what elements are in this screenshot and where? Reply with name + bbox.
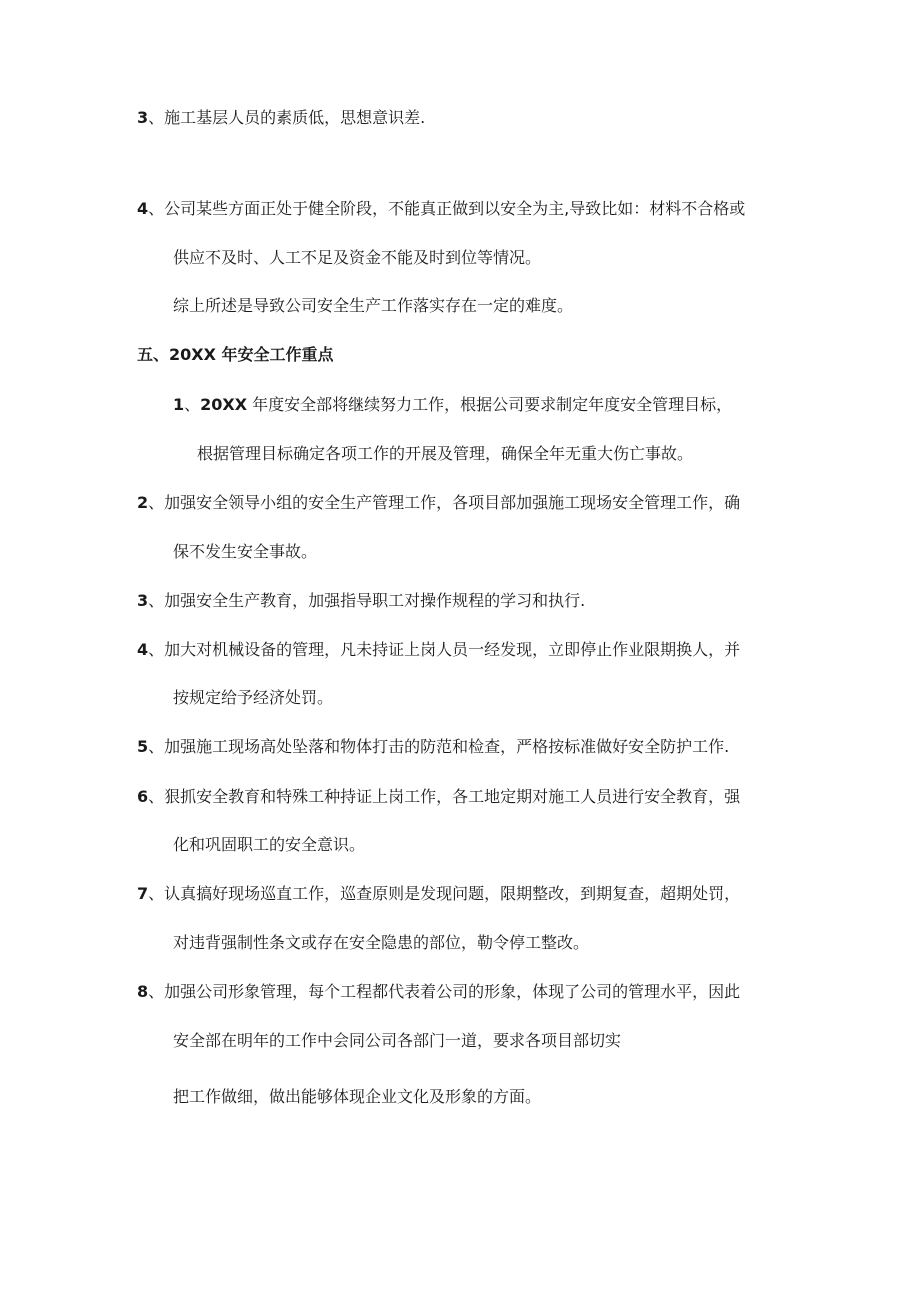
list-item <box>137 493 740 513</box>
year-label: 20XX <box>200 395 248 414</box>
summary-paragraph: 综上所述是导致公司安全生产工作落实存在一定的难度。 <box>173 296 574 315</box>
item-text: 加强安全生产教育，加强指导职工对操作规程的学习和执行. <box>164 591 586 610</box>
list-item <box>137 884 740 904</box>
list-item <box>137 108 425 128</box>
item-text: 狠抓安全教育和特殊工种持证上岗工作，各工地定期对施工人员进行安全教育，强 <box>164 787 741 806</box>
item-number: 3 <box>137 108 149 127</box>
item-text: 加强安全领导小组的安全生产管理工作，各项目部加强施工现场安全管理工作，确 <box>164 493 741 512</box>
item-continuation: 把工作做细，做出能够体现企业文化及形象的方面。 <box>173 1087 542 1106</box>
item-number: 8 <box>137 982 149 1001</box>
item-text: 加大对机械设备的管理，凡未持证上岗人员一经发现，立即停止作业限期换人，并 <box>164 640 741 659</box>
item-text: 公司某些方面正处于健全阶段，不能真正做到以安全为主,导致比如：材料不合格或 <box>164 199 746 218</box>
item-separator: 、 <box>184 395 201 414</box>
item-number: 1 <box>173 395 185 414</box>
item-text: 加强施工现场高处坠落和物体打击的防范和检查，严格按标准做好安全防护工作. <box>164 737 730 756</box>
item-separator: 、 <box>148 591 165 610</box>
item-text: 年度安全部将继续努力工作，根据公司要求制定年度安全管理目标， <box>247 395 733 414</box>
item-continuation: 供应不及时、人工不足及资金不能及时到位等情况。 <box>173 248 542 267</box>
list-item <box>137 591 585 611</box>
item-number: 4 <box>137 199 149 218</box>
item-separator: 、 <box>148 982 165 1001</box>
item-number: 4 <box>137 640 149 659</box>
list-item <box>137 982 740 1002</box>
item-continuation: 根据管理目标确定各项工作的开展及管理，确保全年无重大伤亡事故。 <box>197 444 694 463</box>
list-item <box>173 395 732 415</box>
list-item <box>137 787 740 807</box>
item-text: 加强公司形象管理，每个工程都代表着公司的形象，体现了公司的管理水平，因此 <box>164 982 741 1001</box>
item-number: 2 <box>137 493 149 512</box>
item-separator: 、 <box>148 640 165 659</box>
item-text: 认真搞好现场巡直工作，巡查原则是发现问题，限期整改，到期复查，超期处罚， <box>164 884 741 903</box>
item-separator: 、 <box>148 493 165 512</box>
list-item <box>137 640 740 660</box>
item-continuation: 保不发生安全事故。 <box>173 542 318 561</box>
item-continuation: 安全部在明年的工作中会同公司各部门一道，要求各项目部切实 <box>173 1031 622 1050</box>
item-continuation: 对违背强制性条文或存在安全隐患的部位，勒令停工整改。 <box>173 933 590 952</box>
item-separator: 、 <box>148 199 165 218</box>
item-separator: 、 <box>148 737 165 756</box>
item-number: 5 <box>137 737 149 756</box>
section-heading: 五、20XX 年安全工作重点 <box>137 345 334 364</box>
item-text: 施工基层人员的素质低，思想意识差. <box>164 108 426 127</box>
item-separator: 、 <box>148 108 165 127</box>
item-continuation: 化和巩固职工的安全意识。 <box>173 835 366 854</box>
item-number: 6 <box>137 787 149 806</box>
item-separator: 、 <box>148 884 165 903</box>
item-number: 7 <box>137 884 149 903</box>
list-item <box>137 737 729 757</box>
item-continuation: 按规定给予经济处罚。 <box>173 688 334 707</box>
item-number: 3 <box>137 591 149 610</box>
list-item <box>137 199 745 219</box>
item-separator: 、 <box>148 787 165 806</box>
